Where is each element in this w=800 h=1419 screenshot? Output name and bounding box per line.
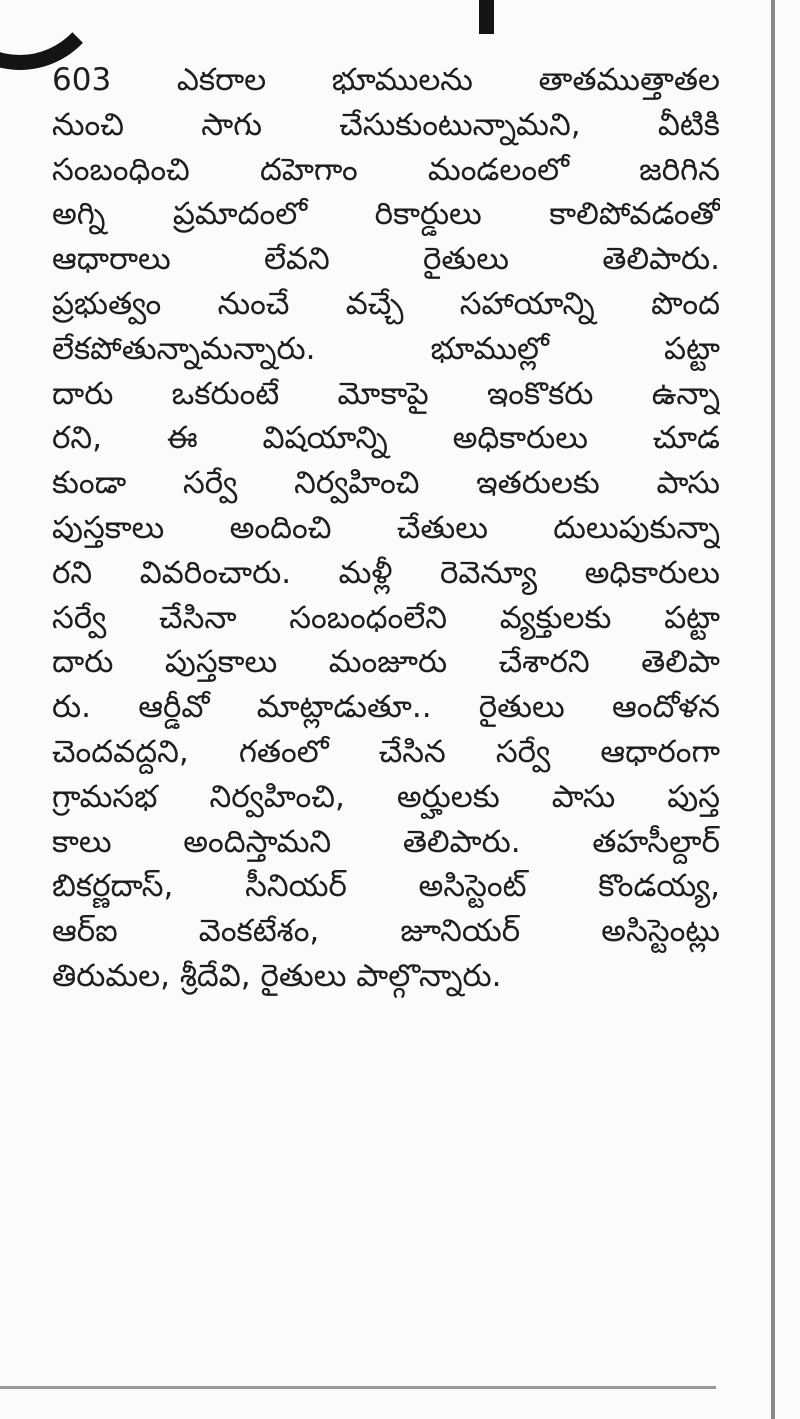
article-line: కుండా సర్వే నిర్వహించి ఇతరులకు పాసు bbox=[52, 465, 720, 502]
article-line: రని, ఈ విషయాన్ని అధికారులు చూడ bbox=[52, 420, 720, 457]
article-body bbox=[52, 58, 720, 999]
article-line: దారు ఒకరుంటే మోకాపై ఇంకొకరు ఉన్నా bbox=[52, 375, 720, 412]
article-line: ఆర్ఐ వెంకటేశం, జూనియర్ అసిస్టెంట్లు bbox=[52, 913, 720, 950]
article-line: దారు పుస్తకాలు మంజూరు చేశారని తెలిపా bbox=[52, 644, 720, 681]
article-line: రని వివరించారు. మళ్లీ రెవెన్యూ అధికారులు bbox=[52, 554, 720, 591]
article-line: కాలు అందిస్తామని తెలిపారు. తహసీల్దార్ bbox=[52, 823, 720, 860]
column-divider bbox=[771, 0, 775, 1419]
article-line: ప్రభుత్వం నుంచే వచ్చే సహాయాన్ని పొంద bbox=[52, 285, 720, 322]
article-line: నుంచి సాగు చేసుకుంటున్నామని, వీటికి bbox=[52, 106, 720, 143]
article-line: బికర్ణదాస్, సీనియర్ అసిస్టెంట్ కొండయ్య, bbox=[52, 868, 720, 905]
article-line: చెందవద్దని, గతంలో చేసిన సర్వే ఆధారంగా bbox=[52, 733, 720, 770]
article-line: గ్రామసభ నిర్వహించి, అర్హులకు పాసు పుస్త bbox=[52, 778, 720, 815]
article-line: ఆధారాలు లేవని రైతులు తెలిపారు. bbox=[52, 241, 720, 278]
article-line: అగ్ని ప్రమాదంలో రికార్డులు కాలిపోవడంతో bbox=[52, 196, 720, 233]
article-line: సర్వే చేసినా సంబంధంలేని వ్యక్తులకు పట్టా bbox=[52, 599, 720, 636]
article-line: రు. ఆర్డీవో మాట్లాడుతూ.. రైతులు ఆందోళన bbox=[52, 689, 720, 726]
cropped-headline-fragment bbox=[0, 0, 760, 48]
bottom-divider bbox=[0, 1386, 716, 1389]
article-line: సంబంధించి దహెగాం మండలంలో జరిగిన bbox=[52, 151, 720, 188]
article-line: తిరుమల, శ్రీదేవి, రైతులు పాల్గొన్నారు. bbox=[52, 957, 502, 994]
article-line: పుస్తకాలు అందించి చేతులు దులుపుకున్నా bbox=[52, 509, 720, 546]
headline-glyph-fragment-stem bbox=[479, 0, 494, 34]
article-line: 603 ఎకరాల భూములను తాతముత్తాతల bbox=[52, 62, 720, 98]
article-line: లేకపోతున్నామన్నారు. భూముల్లో పట్టా bbox=[52, 330, 720, 367]
